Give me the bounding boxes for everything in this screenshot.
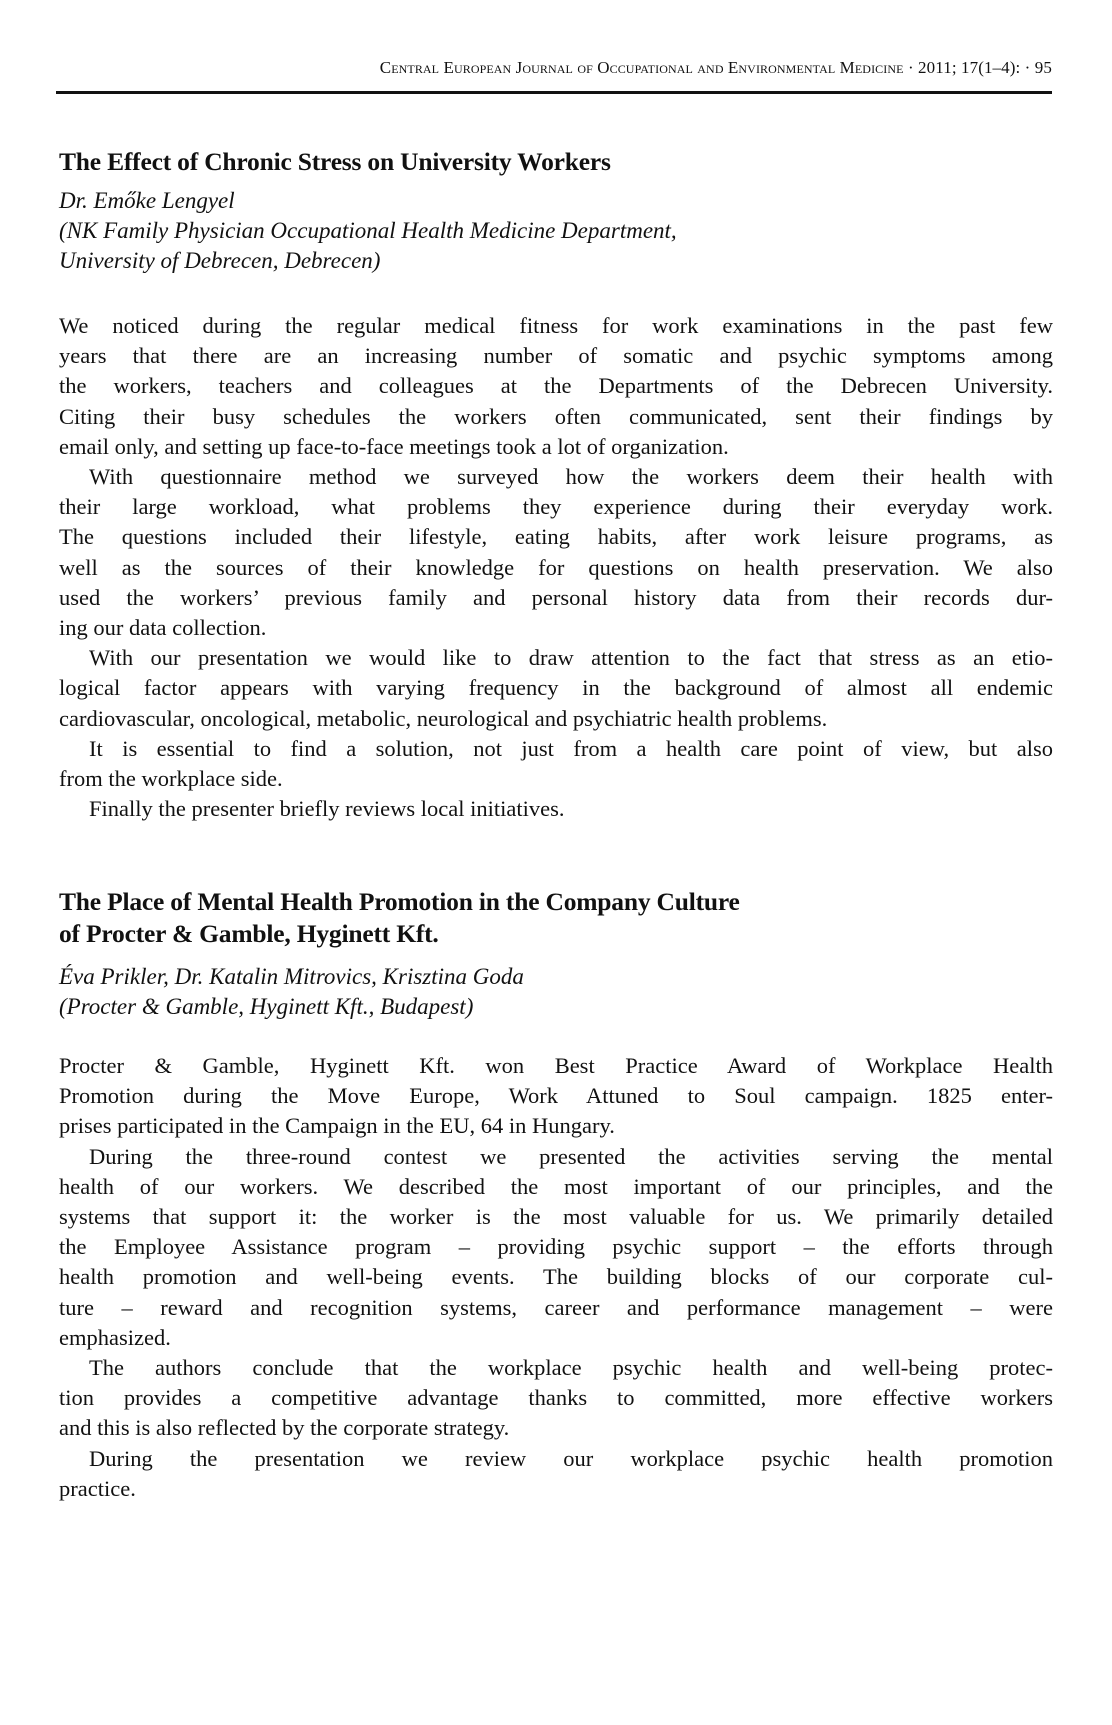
article-2-paragraph — [59, 1142, 1053, 1353]
text-line: Finally the presenter briefly reviews local initiatives. — [89, 796, 565, 822]
article-2-paragraph — [59, 1353, 1053, 1444]
text-line: the Employee Assistance program – providing psychic support – the efforts through — [59, 1234, 1053, 1260]
text-line: health promotion and well-being events. The building blocks of our corporate cul- — [59, 1264, 1053, 1290]
text-line: cardiovascular, oncological, metabolic, neurological and psychiatric health problems. — [59, 705, 828, 731]
article-1-paragraph — [59, 794, 1053, 824]
text-line: Citing their busy schedules the workers often communicated, sent their findings by — [59, 403, 1053, 429]
text-line: years that there are an increasing number of somatic and psychic symptoms among — [59, 343, 1053, 369]
article-2-paragraph — [59, 1051, 1053, 1142]
header-rule — [56, 91, 1052, 94]
text-line: and this is also reflected by the corporate strategy. — [59, 1415, 510, 1441]
article-2-paragraph — [59, 1444, 1053, 1504]
article-1-affiliation-line: (NK Family Physician Occupational Health Medicine Department, — [59, 218, 677, 243]
article-2-body — [59, 1051, 1053, 1504]
text-line: health of our workers. We described the most important of our principles, and the — [59, 1173, 1053, 1199]
text-line: Promotion during the Move Europe, Work Attuned to Soul campaign. 1825 enter- — [59, 1083, 1053, 1109]
citation: · 2011; 17(1–4): · 95 — [907, 58, 1052, 77]
article-1-paragraph — [59, 734, 1053, 794]
text-line: practice. — [59, 1475, 136, 1501]
text-line: prises participated in the Campaign in the EU, 64 in Hungary. — [59, 1113, 615, 1139]
article-2 — [59, 886, 1053, 1022]
text-line: It is essential to find a solution, not just from a health care point of view, but also — [89, 735, 1053, 761]
article-2-title-line: of Procter & Gamble, Hyginett Kft. — [59, 919, 439, 948]
article-2-authors: Éva Prikler, Dr. Katalin Mitrovics, Krisztina Goda — [59, 964, 524, 989]
text-line: We noticed during the regular medical fitness for work examinations in the past few — [59, 313, 1053, 338]
journal-name: Central European Journal of Occupational and Environmental Medicine — [379, 58, 904, 77]
text-line: email only, and setting up face-to-face meetings took a lot of organization. — [59, 433, 729, 459]
article-1-paragraph — [59, 462, 1053, 643]
text-line: well as the sources of their knowledge for questions on health preservation. We also — [59, 554, 1053, 580]
text-line: With our presentation we would like to draw attention to the fact that stress as an etio- — [89, 645, 1053, 671]
text-line: With questionnaire method we surveyed how the workers deem their health with — [89, 464, 1053, 490]
article-1-body — [59, 311, 1053, 824]
article-1-paragraph — [59, 643, 1053, 734]
text-line: the workers, teachers and colleagues at the Departments of the Debrecen University. — [59, 373, 1053, 399]
article-1-title: The Effect of Chronic Stress on University Workers — [59, 147, 611, 176]
text-line: ing our data collection. — [59, 615, 267, 641]
text-line: During the three-round contest we presented the activities serving the mental — [89, 1143, 1053, 1169]
text-line: their large workload, what problems they experience during their everyday work. — [59, 494, 1053, 520]
article-1 — [59, 146, 1053, 276]
text-line: ture – reward and recognition systems, career and performance management – were — [59, 1294, 1053, 1320]
article-2-title-line: The Place of Mental Health Promotion in the Company Culture — [59, 887, 740, 916]
text-line: systems that support it: the worker is the most valuable for us. We primarily detailed — [59, 1204, 1053, 1230]
article-2-affiliation-line: (Procter & Gamble, Hyginett Kft., Budapest) — [59, 994, 474, 1019]
text-line: The authors conclude that the workplace psychic health and well-being protec- — [89, 1355, 1053, 1381]
text-line: tion provides a competitive advantage thanks to committed, more effective workers — [59, 1385, 1053, 1411]
text-line: emphasized. — [59, 1324, 171, 1350]
text-line: used the workers’ previous family and personal history data from their records dur- — [59, 584, 1053, 610]
article-2-title — [59, 886, 1053, 950]
text-line: Procter & Gamble, Hyginett Kft. won Best Practice Award of Workplace Health — [59, 1053, 1053, 1078]
text-line: logical factor appears with varying frequency in the background of almost all endemic — [59, 675, 1053, 701]
article-1-paragraph — [59, 311, 1053, 462]
text-line: The questions included their lifestyle, eating habits, after work leisure programs, as — [59, 524, 1053, 550]
running-header — [56, 58, 1052, 78]
article-1-affiliation-line: University of Debrecen, Debrecen) — [59, 248, 381, 273]
article-1-authors: Dr. Emőke Lengyel — [59, 188, 235, 213]
text-line: During the presentation we review our workplace psychic health promotion — [89, 1445, 1053, 1471]
text-line: from the workplace side. — [59, 766, 283, 792]
